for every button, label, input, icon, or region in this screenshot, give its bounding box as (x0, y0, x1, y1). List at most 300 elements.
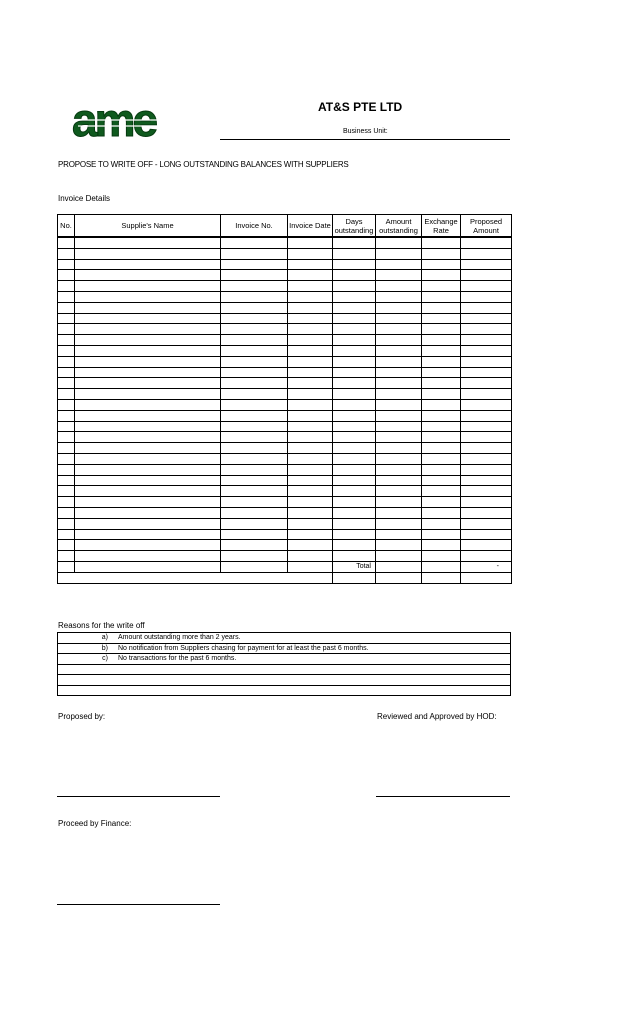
table-row (58, 389, 512, 400)
table-cell[interactable] (75, 529, 221, 540)
table-cell[interactable] (221, 281, 288, 292)
reviewed-by-signature-line[interactable] (376, 796, 510, 797)
table-cell[interactable] (288, 389, 333, 400)
table-cell[interactable] (75, 432, 221, 443)
table-cell[interactable] (461, 259, 512, 270)
table-cell[interactable] (461, 540, 512, 551)
table-cell[interactable] (288, 432, 333, 443)
table-cell[interactable] (333, 410, 376, 421)
table-cell[interactable] (422, 302, 461, 313)
table-cell[interactable] (288, 507, 333, 518)
table-cell[interactable] (58, 335, 75, 346)
table-cell[interactable] (221, 356, 288, 367)
table-cell[interactable] (75, 410, 221, 421)
table-cell[interactable] (422, 561, 461, 572)
table-cell[interactable] (333, 507, 376, 518)
table-cell[interactable] (58, 356, 75, 367)
table-cell[interactable] (58, 529, 75, 540)
table-cell[interactable] (75, 248, 221, 259)
table-cell[interactable] (58, 551, 75, 562)
table-cell[interactable] (333, 248, 376, 259)
reasons-label: Reasons for the write off (58, 621, 145, 630)
logo-text: ame (72, 98, 156, 146)
table-cell[interactable] (58, 313, 75, 324)
table-cell[interactable] (461, 367, 512, 378)
col-invoice-date: Invoice Date (288, 215, 333, 238)
table-cell[interactable] (376, 529, 422, 540)
table-cell[interactable] (221, 291, 288, 302)
table-cell[interactable] (58, 475, 75, 486)
table-row (58, 356, 512, 367)
table-cell[interactable] (422, 432, 461, 443)
table-cell[interactable] (58, 432, 75, 443)
table-cell[interactable] (58, 410, 75, 421)
reason-row-empty[interactable] (58, 675, 511, 686)
table-cell[interactable] (422, 248, 461, 259)
table-cell[interactable] (422, 389, 461, 400)
reason-text: Amount outstanding more than 2 years. (118, 634, 241, 642)
table-row (58, 475, 512, 486)
table-cell[interactable] (422, 443, 461, 454)
table-cell[interactable] (376, 237, 422, 248)
table-cell[interactable] (461, 389, 512, 400)
table-cell[interactable] (221, 453, 288, 464)
table-cell[interactable] (333, 367, 376, 378)
table-cell[interactable] (75, 367, 221, 378)
table-cell[interactable] (461, 302, 512, 313)
table-cell[interactable] (376, 270, 422, 281)
table-cell[interactable] (288, 421, 333, 432)
table-cell[interactable] (221, 540, 288, 551)
table-row (58, 335, 512, 346)
table-cell[interactable] (288, 486, 333, 497)
table-cell[interactable] (333, 399, 376, 410)
table-cell[interactable] (376, 248, 422, 259)
table-cell[interactable] (75, 540, 221, 551)
table-cell[interactable] (333, 540, 376, 551)
table-cell[interactable] (221, 389, 288, 400)
reason-code: c) (102, 655, 108, 663)
table-cell[interactable] (75, 507, 221, 518)
table-cell[interactable] (461, 421, 512, 432)
invoice-table-header (58, 215, 512, 238)
table-cell[interactable] (333, 529, 376, 540)
table-cell[interactable] (333, 335, 376, 346)
table-cell[interactable] (461, 572, 512, 583)
table-cell[interactable] (58, 237, 75, 248)
table-cell[interactable] (221, 324, 288, 335)
table-cell[interactable] (221, 529, 288, 540)
table-cell[interactable] (288, 345, 333, 356)
table-cell[interactable] (58, 389, 75, 400)
table-cell[interactable] (58, 302, 75, 313)
table-cell[interactable] (461, 443, 512, 454)
table-cell[interactable] (376, 324, 422, 335)
table-row (58, 270, 512, 281)
table-cell[interactable] (376, 335, 422, 346)
table-cell[interactable] (376, 464, 422, 475)
table-cell[interactable] (288, 561, 333, 572)
table-cell[interactable] (376, 432, 422, 443)
table-cell[interactable] (75, 302, 221, 313)
table-cell[interactable] (288, 281, 333, 292)
table-cell[interactable] (58, 367, 75, 378)
table-cell[interactable] (376, 259, 422, 270)
table-cell[interactable] (422, 540, 461, 551)
table-cell[interactable] (461, 518, 512, 529)
table-cell[interactable] (288, 378, 333, 389)
table-cell[interactable] (333, 356, 376, 367)
table-cell[interactable] (376, 291, 422, 302)
table-cell[interactable] (376, 540, 422, 551)
table-cell[interactable] (288, 540, 333, 551)
table-cell[interactable] (333, 443, 376, 454)
table-cell[interactable] (288, 291, 333, 302)
table-cell[interactable] (288, 551, 333, 562)
table-cell[interactable] (221, 237, 288, 248)
table-cell[interactable] (288, 518, 333, 529)
table-row (58, 432, 512, 443)
document-title: PROPOSE TO WRITE OFF - LONG OUTSTANDING BALANCES WITH SUPPLIERS (58, 160, 349, 169)
table-cell[interactable] (422, 345, 461, 356)
table-cell[interactable] (75, 378, 221, 389)
table-cell[interactable] (376, 561, 422, 572)
table-cell[interactable] (333, 464, 376, 475)
table-cell[interactable] (422, 313, 461, 324)
col-amount-outstanding: Amount outstanding (376, 215, 422, 238)
table-cell[interactable] (333, 259, 376, 270)
table-cell[interactable] (376, 399, 422, 410)
table-cell[interactable] (75, 389, 221, 400)
table-cell[interactable] (75, 518, 221, 529)
table-cell[interactable] (376, 475, 422, 486)
table-row (58, 367, 512, 378)
table-cell[interactable] (58, 421, 75, 432)
reason-row-empty[interactable] (58, 685, 511, 696)
table-cell[interactable] (288, 399, 333, 410)
table-cell[interactable] (376, 572, 422, 583)
table-cell[interactable] (461, 410, 512, 421)
table-cell[interactable] (75, 281, 221, 292)
table-cell[interactable] (376, 443, 422, 454)
table-cell[interactable] (221, 507, 288, 518)
table-cell[interactable] (221, 410, 288, 421)
table-cell[interactable] (221, 259, 288, 270)
table-cell[interactable] (58, 324, 75, 335)
table-cell[interactable] (221, 561, 288, 572)
table-cell[interactable] (288, 529, 333, 540)
table-cell[interactable] (333, 486, 376, 497)
table-cell[interactable] (376, 313, 422, 324)
table-cell[interactable] (221, 551, 288, 562)
table-cell[interactable] (75, 551, 221, 562)
table-cell[interactable] (422, 486, 461, 497)
table-cell[interactable] (333, 432, 376, 443)
table-cell[interactable] (75, 561, 221, 572)
table-cell[interactable] (58, 443, 75, 454)
table-cell[interactable] (461, 497, 512, 508)
table-cell[interactable] (333, 313, 376, 324)
table-cell[interactable] (461, 486, 512, 497)
table-cell[interactable] (288, 335, 333, 346)
table-cell[interactable] (288, 302, 333, 313)
table-cell[interactable] (288, 237, 333, 248)
table-cell[interactable] (58, 518, 75, 529)
business-unit-field[interactable] (220, 139, 510, 140)
table-cell[interactable] (461, 345, 512, 356)
table-cell[interactable] (221, 270, 288, 281)
table-cell[interactable] (221, 399, 288, 410)
table-cell[interactable] (376, 421, 422, 432)
table-cell[interactable] (422, 259, 461, 270)
table-cell[interactable] (422, 281, 461, 292)
reason-row-empty[interactable] (58, 664, 511, 675)
table-cell[interactable] (75, 237, 221, 248)
table-row (58, 497, 512, 508)
table-cell[interactable] (333, 453, 376, 464)
table-cell[interactable] (288, 324, 333, 335)
table-cell[interactable] (75, 497, 221, 508)
table-cell[interactable] (422, 356, 461, 367)
table-row (58, 464, 512, 475)
table-row (58, 561, 512, 572)
table-cell[interactable] (333, 291, 376, 302)
table-cell[interactable] (461, 432, 512, 443)
table-cell[interactable] (58, 378, 75, 389)
table-row (58, 572, 512, 583)
table-cell[interactable] (422, 518, 461, 529)
table-cell[interactable] (333, 378, 376, 389)
table-cell[interactable] (376, 367, 422, 378)
reason-code: b) (101, 644, 108, 652)
table-cell[interactable] (221, 345, 288, 356)
table-cell[interactable] (333, 281, 376, 292)
table-cell[interactable] (75, 259, 221, 270)
company-logo (70, 98, 188, 146)
finance-signature-line[interactable] (57, 904, 220, 905)
table-cell[interactable] (461, 248, 512, 259)
table-cell[interactable] (461, 399, 512, 410)
table-cell[interactable] (333, 497, 376, 508)
table-cell[interactable] (422, 335, 461, 346)
table-cell[interactable] (376, 378, 422, 389)
table-cell[interactable] (75, 421, 221, 432)
table-cell[interactable] (75, 291, 221, 302)
reasons-table (57, 632, 511, 696)
table-cell[interactable] (461, 475, 512, 486)
table-cell[interactable] (422, 572, 461, 583)
table-cell[interactable] (333, 551, 376, 562)
table-cell[interactable] (58, 453, 75, 464)
table-cell[interactable] (288, 410, 333, 421)
table-cell[interactable] (221, 378, 288, 389)
table-cell[interactable] (58, 399, 75, 410)
table-cell[interactable] (221, 443, 288, 454)
table-cell[interactable] (461, 453, 512, 464)
table-cell[interactable] (422, 367, 461, 378)
table-cell[interactable] (333, 237, 376, 248)
table-cell[interactable] (75, 399, 221, 410)
table-cell[interactable] (376, 302, 422, 313)
table-row (58, 237, 512, 248)
reason-row (58, 643, 511, 654)
table-cell[interactable] (422, 237, 461, 248)
table-cell[interactable] (58, 270, 75, 281)
table-cell[interactable] (58, 464, 75, 475)
table-row (58, 443, 512, 454)
table-cell[interactable] (58, 345, 75, 356)
table-cell[interactable] (58, 281, 75, 292)
table-cell[interactable] (422, 378, 461, 389)
table-cell[interactable] (58, 486, 75, 497)
table-cell[interactable] (461, 464, 512, 475)
proposed-by-signature-line[interactable] (57, 796, 220, 797)
table-row (58, 324, 512, 335)
table-cell[interactable] (461, 270, 512, 281)
table-cell[interactable] (75, 453, 221, 464)
table-cell[interactable] (333, 475, 376, 486)
table-cell[interactable] (288, 497, 333, 508)
table-cell[interactable] (376, 389, 422, 400)
table-cell[interactable] (288, 270, 333, 281)
table-row (58, 529, 512, 540)
table-cell[interactable] (422, 410, 461, 421)
table-cell[interactable] (58, 572, 333, 583)
table-cell[interactable] (221, 421, 288, 432)
table-cell[interactable] (58, 497, 75, 508)
table-cell[interactable] (461, 237, 512, 248)
table-cell[interactable] (333, 270, 376, 281)
table-cell[interactable] (221, 475, 288, 486)
table-cell[interactable] (75, 475, 221, 486)
table-cell[interactable] (75, 345, 221, 356)
table-cell[interactable] (288, 464, 333, 475)
table-cell[interactable] (75, 270, 221, 281)
table-cell[interactable] (333, 389, 376, 400)
table-cell[interactable] (58, 540, 75, 551)
table-cell[interactable] (422, 464, 461, 475)
table-cell[interactable] (288, 453, 333, 464)
table-row (58, 378, 512, 389)
table-cell[interactable] (461, 356, 512, 367)
table-cell[interactable] (75, 313, 221, 324)
table-cell[interactable] (75, 335, 221, 346)
table-cell[interactable] (75, 464, 221, 475)
table-cell[interactable] (221, 302, 288, 313)
table-cell[interactable] (422, 453, 461, 464)
col-days-outstanding: Days outstanding (333, 215, 376, 238)
col-proposed-amount: Proposed Amount (461, 215, 512, 238)
reason-text: No transactions for the past 6 months. (118, 655, 237, 663)
table-cell[interactable] (376, 518, 422, 529)
table-cell[interactable] (422, 291, 461, 302)
table-cell[interactable] (376, 453, 422, 464)
table-cell[interactable] (221, 486, 288, 497)
table-cell[interactable] (422, 270, 461, 281)
table-cell[interactable] (376, 507, 422, 518)
table-cell[interactable] (376, 551, 422, 562)
table-cell[interactable] (461, 281, 512, 292)
table-cell[interactable] (461, 529, 512, 540)
table-row (58, 248, 512, 259)
table-cell[interactable] (288, 313, 333, 324)
table-cell[interactable] (333, 518, 376, 529)
table-cell[interactable] (221, 248, 288, 259)
table-cell[interactable] (376, 356, 422, 367)
table-row (58, 291, 512, 302)
table-cell[interactable] (376, 410, 422, 421)
table-cell[interactable] (221, 464, 288, 475)
invoice-details-label: Invoice Details (58, 194, 111, 203)
table-cell[interactable] (75, 486, 221, 497)
table-cell[interactable] (461, 551, 512, 562)
table-cell[interactable] (221, 367, 288, 378)
table-cell[interactable] (58, 259, 75, 270)
table-cell[interactable] (288, 367, 333, 378)
table-cell[interactable] (221, 313, 288, 324)
table-cell[interactable] (461, 291, 512, 302)
table-cell[interactable] (422, 399, 461, 410)
table-cell[interactable] (221, 497, 288, 508)
table-cell[interactable] (288, 475, 333, 486)
table-cell[interactable] (58, 291, 75, 302)
table-cell[interactable] (461, 507, 512, 518)
table-cell[interactable] (376, 345, 422, 356)
table-cell[interactable] (75, 443, 221, 454)
table-cell[interactable] (221, 335, 288, 346)
table-cell[interactable] (333, 345, 376, 356)
col-supplier-name: Supplie's Name (75, 215, 221, 238)
table-cell[interactable] (376, 281, 422, 292)
ame-logo-graphic (70, 98, 188, 146)
table-cell[interactable] (288, 259, 333, 270)
table-cell[interactable] (422, 421, 461, 432)
table-row (58, 486, 512, 497)
table-cell[interactable] (58, 507, 75, 518)
table-cell[interactable] (422, 551, 461, 562)
table-cell[interactable] (221, 518, 288, 529)
table-cell[interactable] (333, 324, 376, 335)
table-cell[interactable] (58, 248, 75, 259)
col-invoice-no: Invoice No. (221, 215, 288, 238)
table-cell[interactable] (288, 248, 333, 259)
table-row (58, 518, 512, 529)
table-cell[interactable] (288, 356, 333, 367)
proposed-by-label: Proposed by: (58, 712, 106, 721)
table-cell[interactable] (75, 324, 221, 335)
table-cell[interactable] (376, 486, 422, 497)
table-cell[interactable] (376, 497, 422, 508)
table-cell[interactable] (422, 507, 461, 518)
business-unit-label: Business Unit: (343, 128, 388, 135)
table-cell[interactable] (422, 324, 461, 335)
table-cell[interactable] (333, 572, 376, 583)
table-cell[interactable] (333, 421, 376, 432)
table-cell[interactable] (461, 313, 512, 324)
table-cell[interactable] (288, 443, 333, 454)
table-cell[interactable] (461, 378, 512, 389)
table-cell[interactable] (461, 324, 512, 335)
table-cell[interactable] (461, 335, 512, 346)
table-cell[interactable] (422, 497, 461, 508)
reason-row (58, 633, 511, 644)
table-cell[interactable] (75, 356, 221, 367)
table-cell[interactable] (221, 432, 288, 443)
table-cell[interactable] (333, 302, 376, 313)
table-cell[interactable] (422, 529, 461, 540)
table-cell[interactable] (58, 561, 75, 572)
table-cell[interactable] (422, 475, 461, 486)
